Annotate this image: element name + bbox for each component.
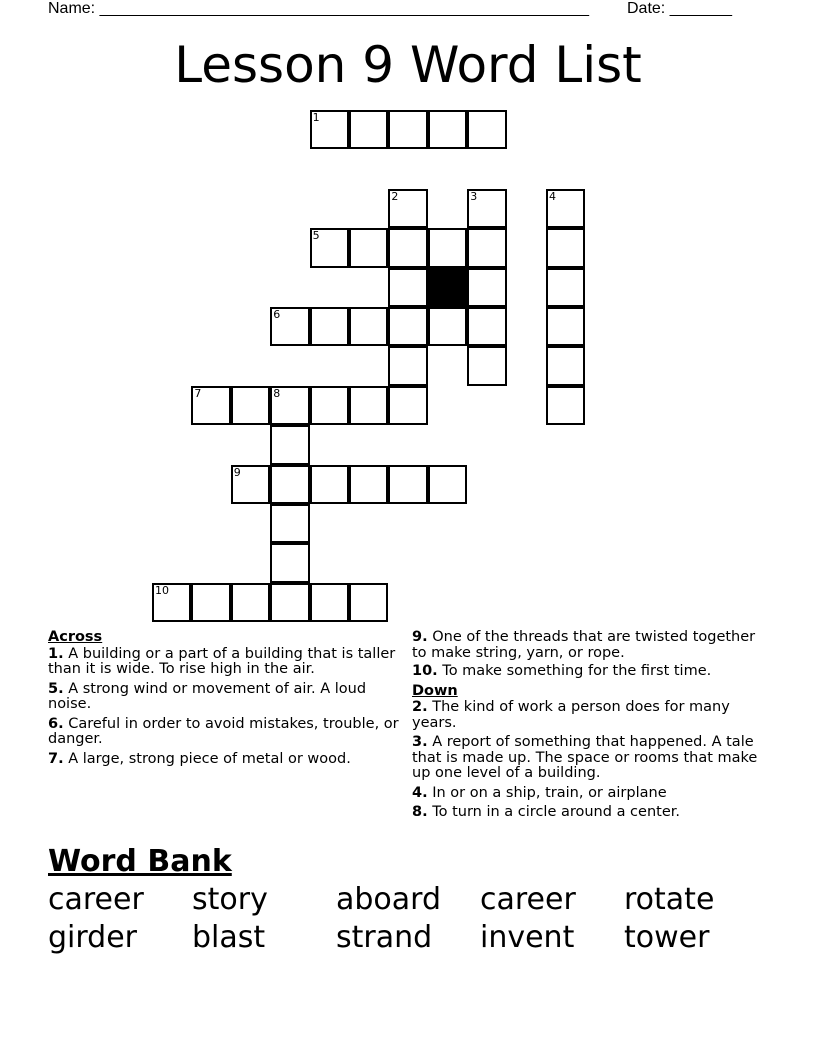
across-heading: Across bbox=[48, 629, 103, 645]
grid-cell[interactable] bbox=[270, 386, 309, 425]
clue-across-9: 9. One of the threads that are twisted together to make string, yarn, or rope. bbox=[412, 629, 756, 661]
word-bank-title: Word Bank bbox=[48, 844, 232, 879]
word-bank-word: tower bbox=[624, 920, 710, 955]
grid-cell[interactable] bbox=[310, 386, 349, 425]
grid-cell[interactable] bbox=[349, 110, 388, 149]
grid-cell[interactable] bbox=[270, 465, 309, 504]
grid-cell[interactable] bbox=[310, 110, 349, 149]
grid-cell[interactable] bbox=[231, 386, 270, 425]
word-bank-word: career bbox=[480, 882, 576, 917]
grid-cell[interactable] bbox=[231, 583, 270, 622]
grid-cell[interactable] bbox=[388, 189, 427, 228]
word-bank-word: girder bbox=[48, 920, 138, 955]
grid-cell[interactable] bbox=[467, 228, 506, 267]
grid-cell[interactable] bbox=[467, 189, 506, 228]
grid-cell[interactable] bbox=[546, 268, 585, 307]
grid-cell[interactable] bbox=[428, 110, 467, 149]
cell-number: 10 bbox=[155, 583, 169, 597]
clues-left-column bbox=[48, 630, 400, 771]
cell-number: 8 bbox=[273, 386, 281, 400]
clue-down-3: 3. A report of something that happened. A tale that is made up. The space or rooms that make up one level of a building. bbox=[412, 734, 758, 781]
grid-cell[interactable] bbox=[388, 228, 427, 267]
grid-cell[interactable] bbox=[428, 228, 467, 267]
grid-cell[interactable] bbox=[546, 386, 585, 425]
cell-number: 9 bbox=[233, 465, 241, 479]
word-bank-word: rotate bbox=[624, 882, 715, 917]
grid-cell[interactable] bbox=[310, 307, 349, 346]
grid-cell[interactable] bbox=[270, 425, 309, 464]
clue-down-8: 8. To turn in a circle around a center. bbox=[412, 804, 680, 820]
clue-across-7: 7. A large, strong piece of metal or wood. bbox=[48, 750, 351, 767]
grid-cell[interactable] bbox=[349, 307, 388, 346]
grid-cell[interactable] bbox=[310, 465, 349, 504]
grid-cell[interactable] bbox=[270, 504, 309, 543]
grid-cell[interactable] bbox=[270, 583, 309, 622]
clue-down-4: 4. In or on a ship, train, or airplane bbox=[412, 784, 667, 801]
grid-cell[interactable] bbox=[428, 465, 467, 504]
word-bank-word: invent bbox=[480, 920, 575, 955]
cell-number: 3 bbox=[470, 189, 478, 203]
grid-cell[interactable] bbox=[546, 307, 585, 346]
grid-cell[interactable] bbox=[191, 583, 230, 622]
grid-cell[interactable] bbox=[270, 543, 309, 582]
grid-cell[interactable] bbox=[310, 583, 349, 622]
grid-cell[interactable] bbox=[152, 583, 191, 622]
grid-cell[interactable] bbox=[349, 228, 388, 267]
grid-cell[interactable] bbox=[349, 386, 388, 425]
word-bank-word: story bbox=[192, 882, 268, 917]
clue-across-6: 6. Careful in order to avoid mistakes, trouble, or danger. bbox=[48, 715, 399, 747]
cell-number: 7 bbox=[194, 386, 202, 400]
cell-number: 5 bbox=[312, 229, 320, 243]
grid-cell[interactable] bbox=[467, 110, 506, 149]
clue-across-1: 1. A building or a part of a building that is taller than it is wide. To rise high in the air. bbox=[48, 645, 396, 677]
clue-across-10: 10. To make something for the first time. bbox=[412, 663, 712, 679]
cell-number: 2 bbox=[391, 189, 399, 203]
grid-cell[interactable] bbox=[388, 346, 427, 385]
word-bank-word: aboard bbox=[336, 882, 442, 917]
cell-number: 4 bbox=[549, 189, 556, 203]
grid-cell[interactable] bbox=[349, 583, 388, 622]
grid-cell[interactable] bbox=[467, 307, 506, 346]
grid-cell[interactable] bbox=[191, 386, 230, 425]
page-title: Lesson 9 Word List bbox=[174, 36, 642, 94]
grid-cell[interactable] bbox=[546, 228, 585, 267]
name-field: Name: _______________________________________________________ bbox=[48, 0, 589, 17]
grid-cell[interactable] bbox=[428, 307, 467, 346]
grid-cell[interactable] bbox=[546, 346, 585, 385]
grid-cell[interactable] bbox=[388, 307, 427, 346]
grid-cell[interactable] bbox=[388, 465, 427, 504]
word-bank-word: career bbox=[48, 882, 144, 917]
word-bank-word: strand bbox=[336, 920, 433, 955]
cell-number: 6 bbox=[273, 308, 281, 321]
grid-cell[interactable] bbox=[310, 228, 349, 267]
grid-cell[interactable] bbox=[467, 346, 506, 385]
clues-right-column bbox=[412, 630, 764, 825]
black-cell bbox=[428, 268, 467, 307]
grid-cell[interactable] bbox=[388, 386, 427, 425]
down-heading: Down bbox=[412, 682, 458, 699]
grid-cell[interactable] bbox=[388, 268, 427, 307]
grid-cell[interactable] bbox=[349, 465, 388, 504]
date-field: Date: _______ bbox=[627, 0, 732, 17]
clue-across-5: 5. A strong wind or movement of air. A loud noise. bbox=[48, 680, 367, 712]
grid-cell[interactable] bbox=[388, 110, 427, 149]
word-bank-word: blast bbox=[192, 920, 266, 955]
grid-cell[interactable] bbox=[546, 189, 585, 228]
grid-cell[interactable] bbox=[467, 268, 506, 307]
clue-down-2: 2. The kind of work a person does for many years. bbox=[412, 699, 730, 731]
cell-number: 1 bbox=[312, 111, 320, 124]
grid-cell[interactable] bbox=[270, 307, 309, 346]
grid-cell[interactable] bbox=[231, 465, 270, 504]
